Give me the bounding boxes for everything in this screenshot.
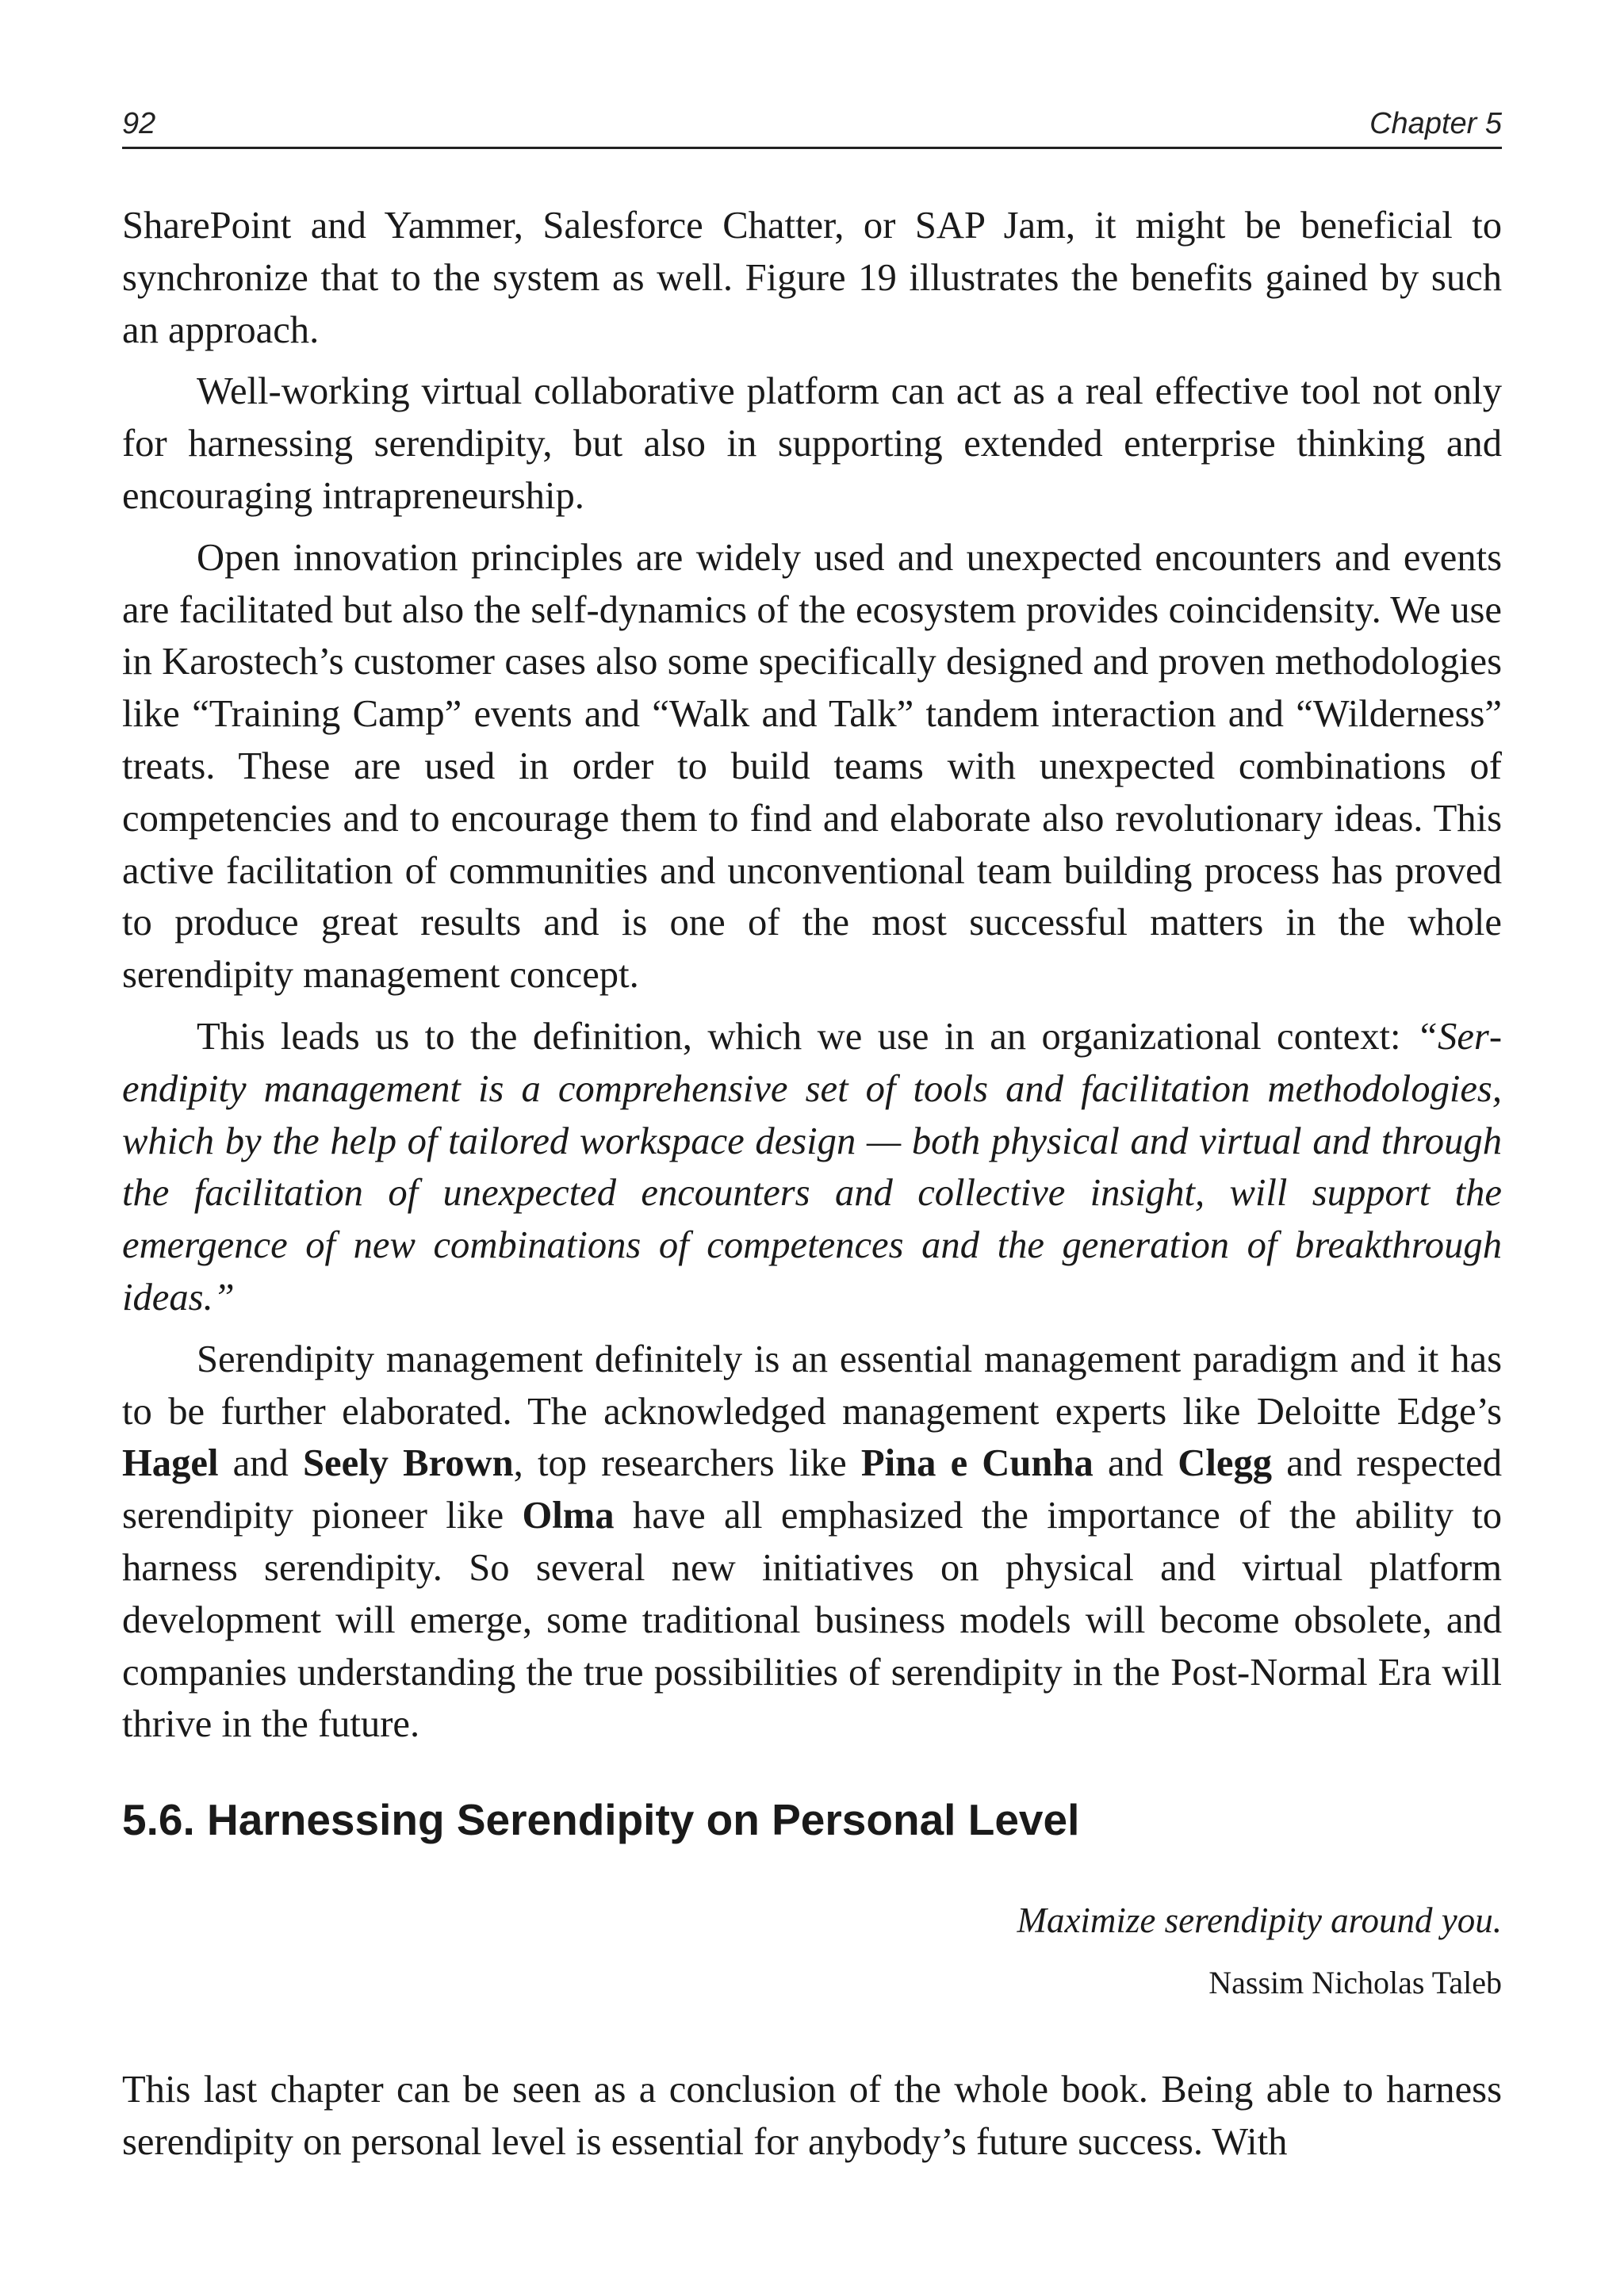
name-olma: Olma [522, 1494, 615, 1537]
name-clegg: Clegg [1178, 1441, 1273, 1485]
name-pina-e-cunha: Pina e Cunha [860, 1441, 1094, 1485]
paragraph-2: Well-working virtual collaborative platform can act as a real effective tool not only for harnessing serendipity, but also in supporting extended enterprise thinking and encouraging intrapreneurship. [122, 369, 1502, 517]
running-header [122, 105, 1502, 149]
paragraph-5 [122, 1334, 1502, 1751]
paragraph-5-text: have all emphasized the importance of the ability to harness serendipity. So several new initiatives on physical and virtual platform development will emerge, some traditional business models will become obsolete, and companies understanding the true possibilities of serendipity in the Post-Normal Era will thrive in the future. [122, 1494, 1502, 1746]
paragraph-1: SharePoint and Yammer, Salesforce Chatter, or SAP Jam, it might be beneficial to synchronize that to the system as well. Figure 19 illustrates the benefits gained by such an approach. [122, 204, 1502, 351]
body-text [122, 200, 1502, 1751]
paragraph-5-text: and [218, 1441, 303, 1485]
paragraph-5-text: , top researchers like [513, 1441, 861, 1485]
chapter-label: Chapter 5 [1369, 107, 1502, 140]
epigraph [122, 1897, 1502, 2004]
name-hagel: Hagel [122, 1441, 219, 1485]
epigraph-author: Nassim Nicholas Taleb [1208, 1965, 1502, 2000]
closing-paragraph: This last chapter can be seen as a conclusion of the whole book. Being able to harness serendipity on personal level is essential for anybody’s future success. With [122, 2068, 1502, 2163]
epigraph-quote: Maximize serendipity around you. [1017, 1901, 1502, 1940]
paragraph-4 [122, 1011, 1502, 1324]
paragraph-5-text: and [1093, 1441, 1178, 1485]
paragraph-3: Open innovation principles are widely used and unexpected encounters and events are facilitated but also the self-dynamics of the ecosystem provides coincidensity. We use in Karostech’s customer cases also some specifically designed and proven methodologies like “Training Camp” events and “Walk and Talk” tandem interaction and “Wilderness” treats. These are used in order to build teams with unexpected combinations of competencies and to encourage them to find and elaborate also revolutionary ideas. This active facilitation of communities and unconventional team building process has proved to produce great results and is one of the most successful matters in the whole serendipity management concept. [122, 535, 1502, 997]
closing-paragraph-container [122, 2064, 1502, 2169]
name-seely-brown: Seely Brown [302, 1441, 514, 1485]
paragraph-5-text: Serendipity management definitely is an essential management paradigm and it has to be further elaborated. The acknowledged management experts like Deloitte Edge’s [122, 1337, 1502, 1433]
definition-lead: This leads us to the definition, which we use in an organizational context: [197, 1014, 1416, 1058]
definition-quote: “Serendipity management is a comprehensive set of tools and facilitation methodologies, which by the help of tailored workspace design — both physical and virtual and through the facilitation of unexpected encounters and collective insight, will support the emergence of new combinations of competences and the generation of breakthrough ideas.” [122, 1014, 1502, 1319]
section-heading: 5.6. Harnessing Serendipity on Personal Level [122, 1795, 1080, 1844]
page-number: 92 [122, 107, 156, 140]
paragraph-5-text: and respected serendipity pioneer like [122, 1441, 1502, 1537]
